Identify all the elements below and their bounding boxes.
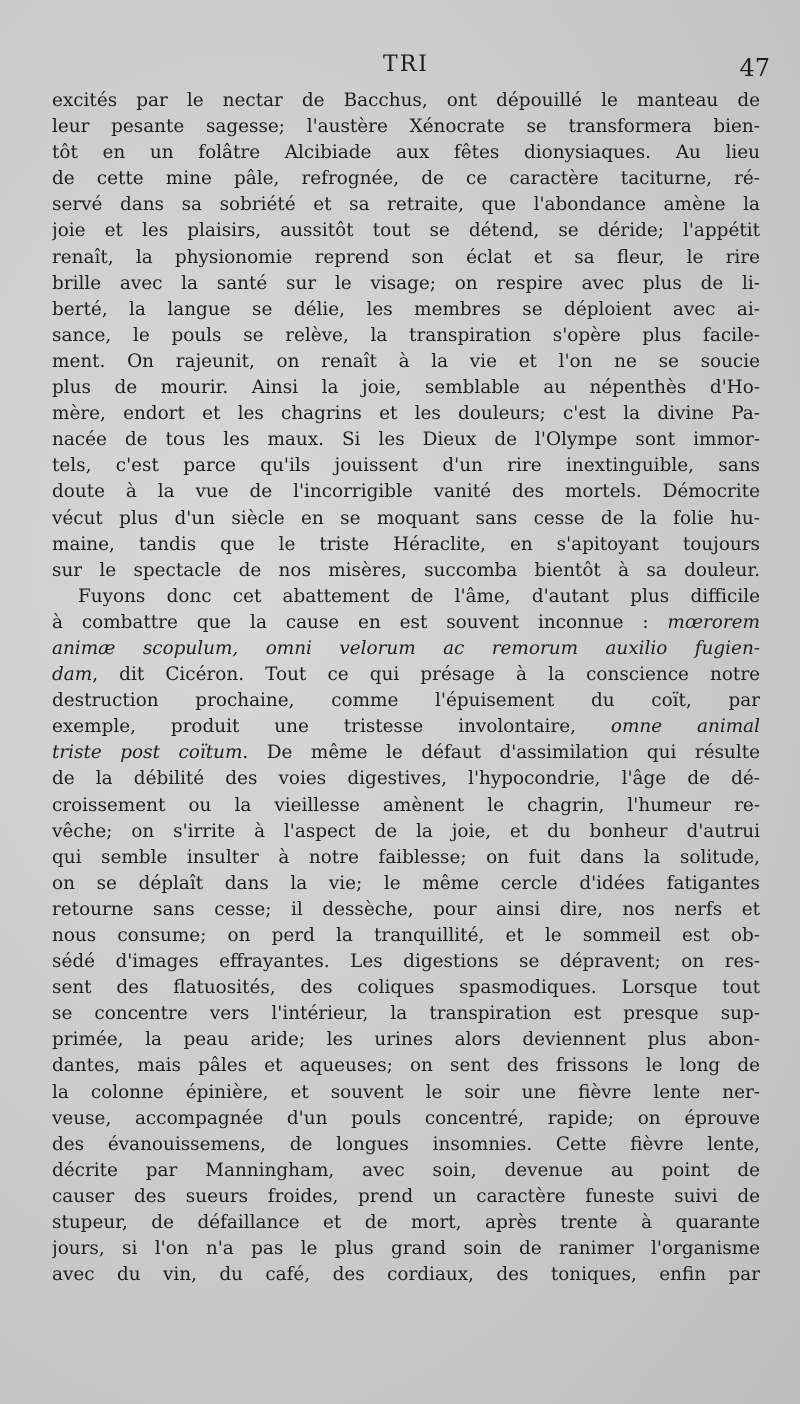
text-line bbox=[52, 1184, 760, 1210]
text-segment: doute à la vue de l'incorrigible vanité des mortels. Démocrite bbox=[52, 481, 760, 503]
text-line bbox=[52, 584, 760, 610]
text-segment: mère, endort et les chagrins et les douleurs; c'est la divine Pa- bbox=[52, 403, 760, 425]
text-segment: veuse, accompagnée d'un pouls concentré, rapide; on éprouve bbox=[52, 1107, 760, 1129]
text-segment: servé dans sa sobriété et sa retraite, que l'abondance amène la bbox=[52, 194, 760, 216]
text-line bbox=[52, 479, 760, 505]
text-segment: à combattre que la cause en est souvent inconnue : bbox=[52, 611, 668, 633]
text-line bbox=[52, 1106, 760, 1132]
text-line bbox=[52, 271, 760, 297]
text-line bbox=[52, 140, 760, 166]
text-segment: leur pesante sagesse; l'austère Xénocrate se transformera bien- bbox=[52, 116, 760, 138]
text-segment: , dit Cicéron. Tout ce qui présage à la conscience notre bbox=[92, 664, 760, 686]
text-line bbox=[52, 1053, 760, 1079]
text-segment: décrite par Manningham, avec soin, devenue au point de bbox=[52, 1159, 760, 1181]
text-line bbox=[52, 714, 760, 740]
book-page bbox=[52, 52, 770, 1288]
text-line bbox=[52, 636, 760, 662]
text-line bbox=[52, 349, 760, 375]
text-segment: triste post coïtum bbox=[52, 742, 243, 764]
text-line bbox=[52, 401, 760, 427]
text-line bbox=[52, 1080, 760, 1106]
text-segment: tôt en un folâtre Alcibiade aux fêtes dionysiaques. Au lieu bbox=[52, 142, 760, 164]
text-line bbox=[52, 688, 760, 714]
text-line bbox=[52, 923, 760, 949]
text-line bbox=[52, 949, 760, 975]
text-segment: vêche; on s'irrite à l'aspect de la joie, et du bonheur d'autrui bbox=[52, 820, 760, 842]
page-header bbox=[52, 52, 770, 88]
text-segment: Fuyons donc cet abattement de l'âme, d'autant plus difficile bbox=[78, 585, 760, 607]
text-line bbox=[52, 1236, 760, 1262]
text-segment: des évanouissemens, de longues insomnies. Cette fièvre lente, bbox=[52, 1133, 760, 1155]
text-segment: mœrorem bbox=[667, 611, 760, 633]
text-segment: de la débilité des voies digestives, l'hypocondrie, l'âge de dé- bbox=[52, 768, 760, 790]
text-line bbox=[52, 192, 760, 218]
text-line bbox=[52, 218, 760, 244]
text-line bbox=[52, 558, 760, 584]
text-segment: berté, la langue se délie, les membres se déploient avec ai- bbox=[52, 298, 760, 320]
text-line bbox=[52, 88, 760, 114]
text-line bbox=[52, 375, 760, 401]
text-segment: sédé d'images effrayantes. Les digestions se dépravent; on res- bbox=[52, 951, 760, 973]
text-line bbox=[52, 166, 760, 192]
text-segment: plus de mourir. Ainsi la joie, semblable au népenthès d'Ho- bbox=[52, 377, 760, 399]
text-line bbox=[52, 766, 760, 792]
text-line bbox=[52, 297, 760, 323]
text-segment: exemple, produit une tristesse involontaire, bbox=[52, 716, 611, 738]
text-segment: excités par le nectar de Bacchus, ont dépouillé le manteau de bbox=[52, 90, 760, 111]
text-segment: sur le spectacle de nos misères, succomba bientôt à sa douleur. bbox=[52, 559, 760, 581]
text-segment: causer des sueurs froides, prend un caractère funeste suivi de bbox=[52, 1185, 760, 1207]
text-line bbox=[52, 1262, 760, 1288]
text-segment: dam bbox=[52, 664, 93, 686]
text-line bbox=[52, 845, 760, 871]
text-segment: omne animal bbox=[610, 716, 760, 738]
text-segment: maine, tandis que le triste Héraclite, en s'apitoyant toujours bbox=[52, 533, 760, 555]
text-segment: destruction prochaine, comme l'épuisement du coït, par bbox=[52, 690, 760, 712]
text-segment: animæ scopulum, omni velorum ac remorum auxilio fugien- bbox=[52, 637, 760, 659]
text-line bbox=[52, 1158, 760, 1184]
page-number: 47 bbox=[739, 54, 770, 82]
text-segment: jours, si l'on n'a pas le plus grand soin de ranimer l'organisme bbox=[52, 1238, 760, 1260]
text-line bbox=[52, 453, 760, 479]
text-line bbox=[52, 897, 760, 923]
text-segment: dantes, mais pâles et aqueuses; on sent des frissons le long de bbox=[52, 1055, 760, 1077]
text-line bbox=[52, 1001, 760, 1027]
text-line bbox=[52, 871, 760, 897]
text-segment: joie et les plaisirs, aussitôt tout se détend, se déride; l'appétit bbox=[52, 220, 760, 242]
text-segment: se concentre vers l'intérieur, la transpiration est presque sup- bbox=[52, 1003, 760, 1025]
text-segment: ment. On rajeunit, on renaît à la vie et l'on ne se soucie bbox=[52, 350, 760, 372]
text-line bbox=[52, 114, 760, 140]
text-segment: . De même le défaut d'assimilation qui résulte bbox=[242, 742, 760, 764]
text-line bbox=[52, 1132, 760, 1158]
text-line bbox=[52, 819, 760, 845]
running-head: TRI bbox=[383, 52, 429, 77]
text-segment: stupeur, de défaillance et de mort, après trente à quarante bbox=[52, 1212, 760, 1234]
body-text bbox=[52, 88, 760, 1288]
text-line bbox=[52, 662, 760, 688]
text-segment: tels, c'est parce qu'ils jouissent d'un rire inextinguible, sans bbox=[52, 455, 760, 477]
text-line bbox=[52, 532, 760, 558]
text-segment: nous consume; on perd la tranquillité, et le sommeil est ob- bbox=[52, 925, 760, 946]
text-segment: qui semble insulter à notre faiblesse; on fuit dans la solitude, bbox=[52, 846, 760, 868]
text-line bbox=[52, 740, 760, 766]
text-line bbox=[52, 1210, 760, 1236]
text-line bbox=[52, 323, 760, 349]
text-line bbox=[52, 245, 760, 271]
text-segment: de cette mine pâle, refrognée, de ce caractère taciturne, ré- bbox=[52, 168, 760, 190]
text-line bbox=[52, 1027, 760, 1053]
text-line bbox=[52, 427, 760, 453]
text-segment: primée, la peau aride; les urines alors deviennent plus abon- bbox=[52, 1029, 760, 1051]
text-segment: nacée de tous les maux. Si les Dieux de l'Olympe sont immor- bbox=[52, 429, 760, 451]
text-segment: retourne sans cesse; il dessèche, pour ainsi dire, nos nerfs et bbox=[52, 898, 760, 920]
text-segment: brille avec la santé sur le visage; on respire avec plus de li- bbox=[52, 272, 760, 294]
text-line bbox=[52, 975, 760, 1001]
text-segment: croissement ou la vieillesse amènent le chagrin, l'humeur re- bbox=[52, 794, 760, 816]
text-segment: sance, le pouls se relève, la transpiration s'opère plus facile- bbox=[52, 324, 760, 346]
text-segment: on se déplaît dans la vie; le même cercle d'idées fatigantes bbox=[52, 872, 760, 894]
text-line bbox=[52, 506, 760, 532]
text-line bbox=[52, 793, 760, 819]
text-segment: avec du vin, du café, des cordiaux, des toniques, enfin par bbox=[52, 1264, 760, 1286]
text-segment: sent des flatuosités, des coliques spasmodiques. Lorsque tout bbox=[52, 977, 760, 999]
text-line bbox=[52, 610, 760, 636]
text-segment: la colonne épinière, et souvent le soir une fièvre lente ner- bbox=[52, 1081, 760, 1103]
text-segment: renaît, la physionomie reprend son éclat et sa fleur, le rire bbox=[52, 246, 760, 268]
text-segment: vécut plus d'un siècle en se moquant sans cesse de la folie hu- bbox=[52, 507, 760, 529]
